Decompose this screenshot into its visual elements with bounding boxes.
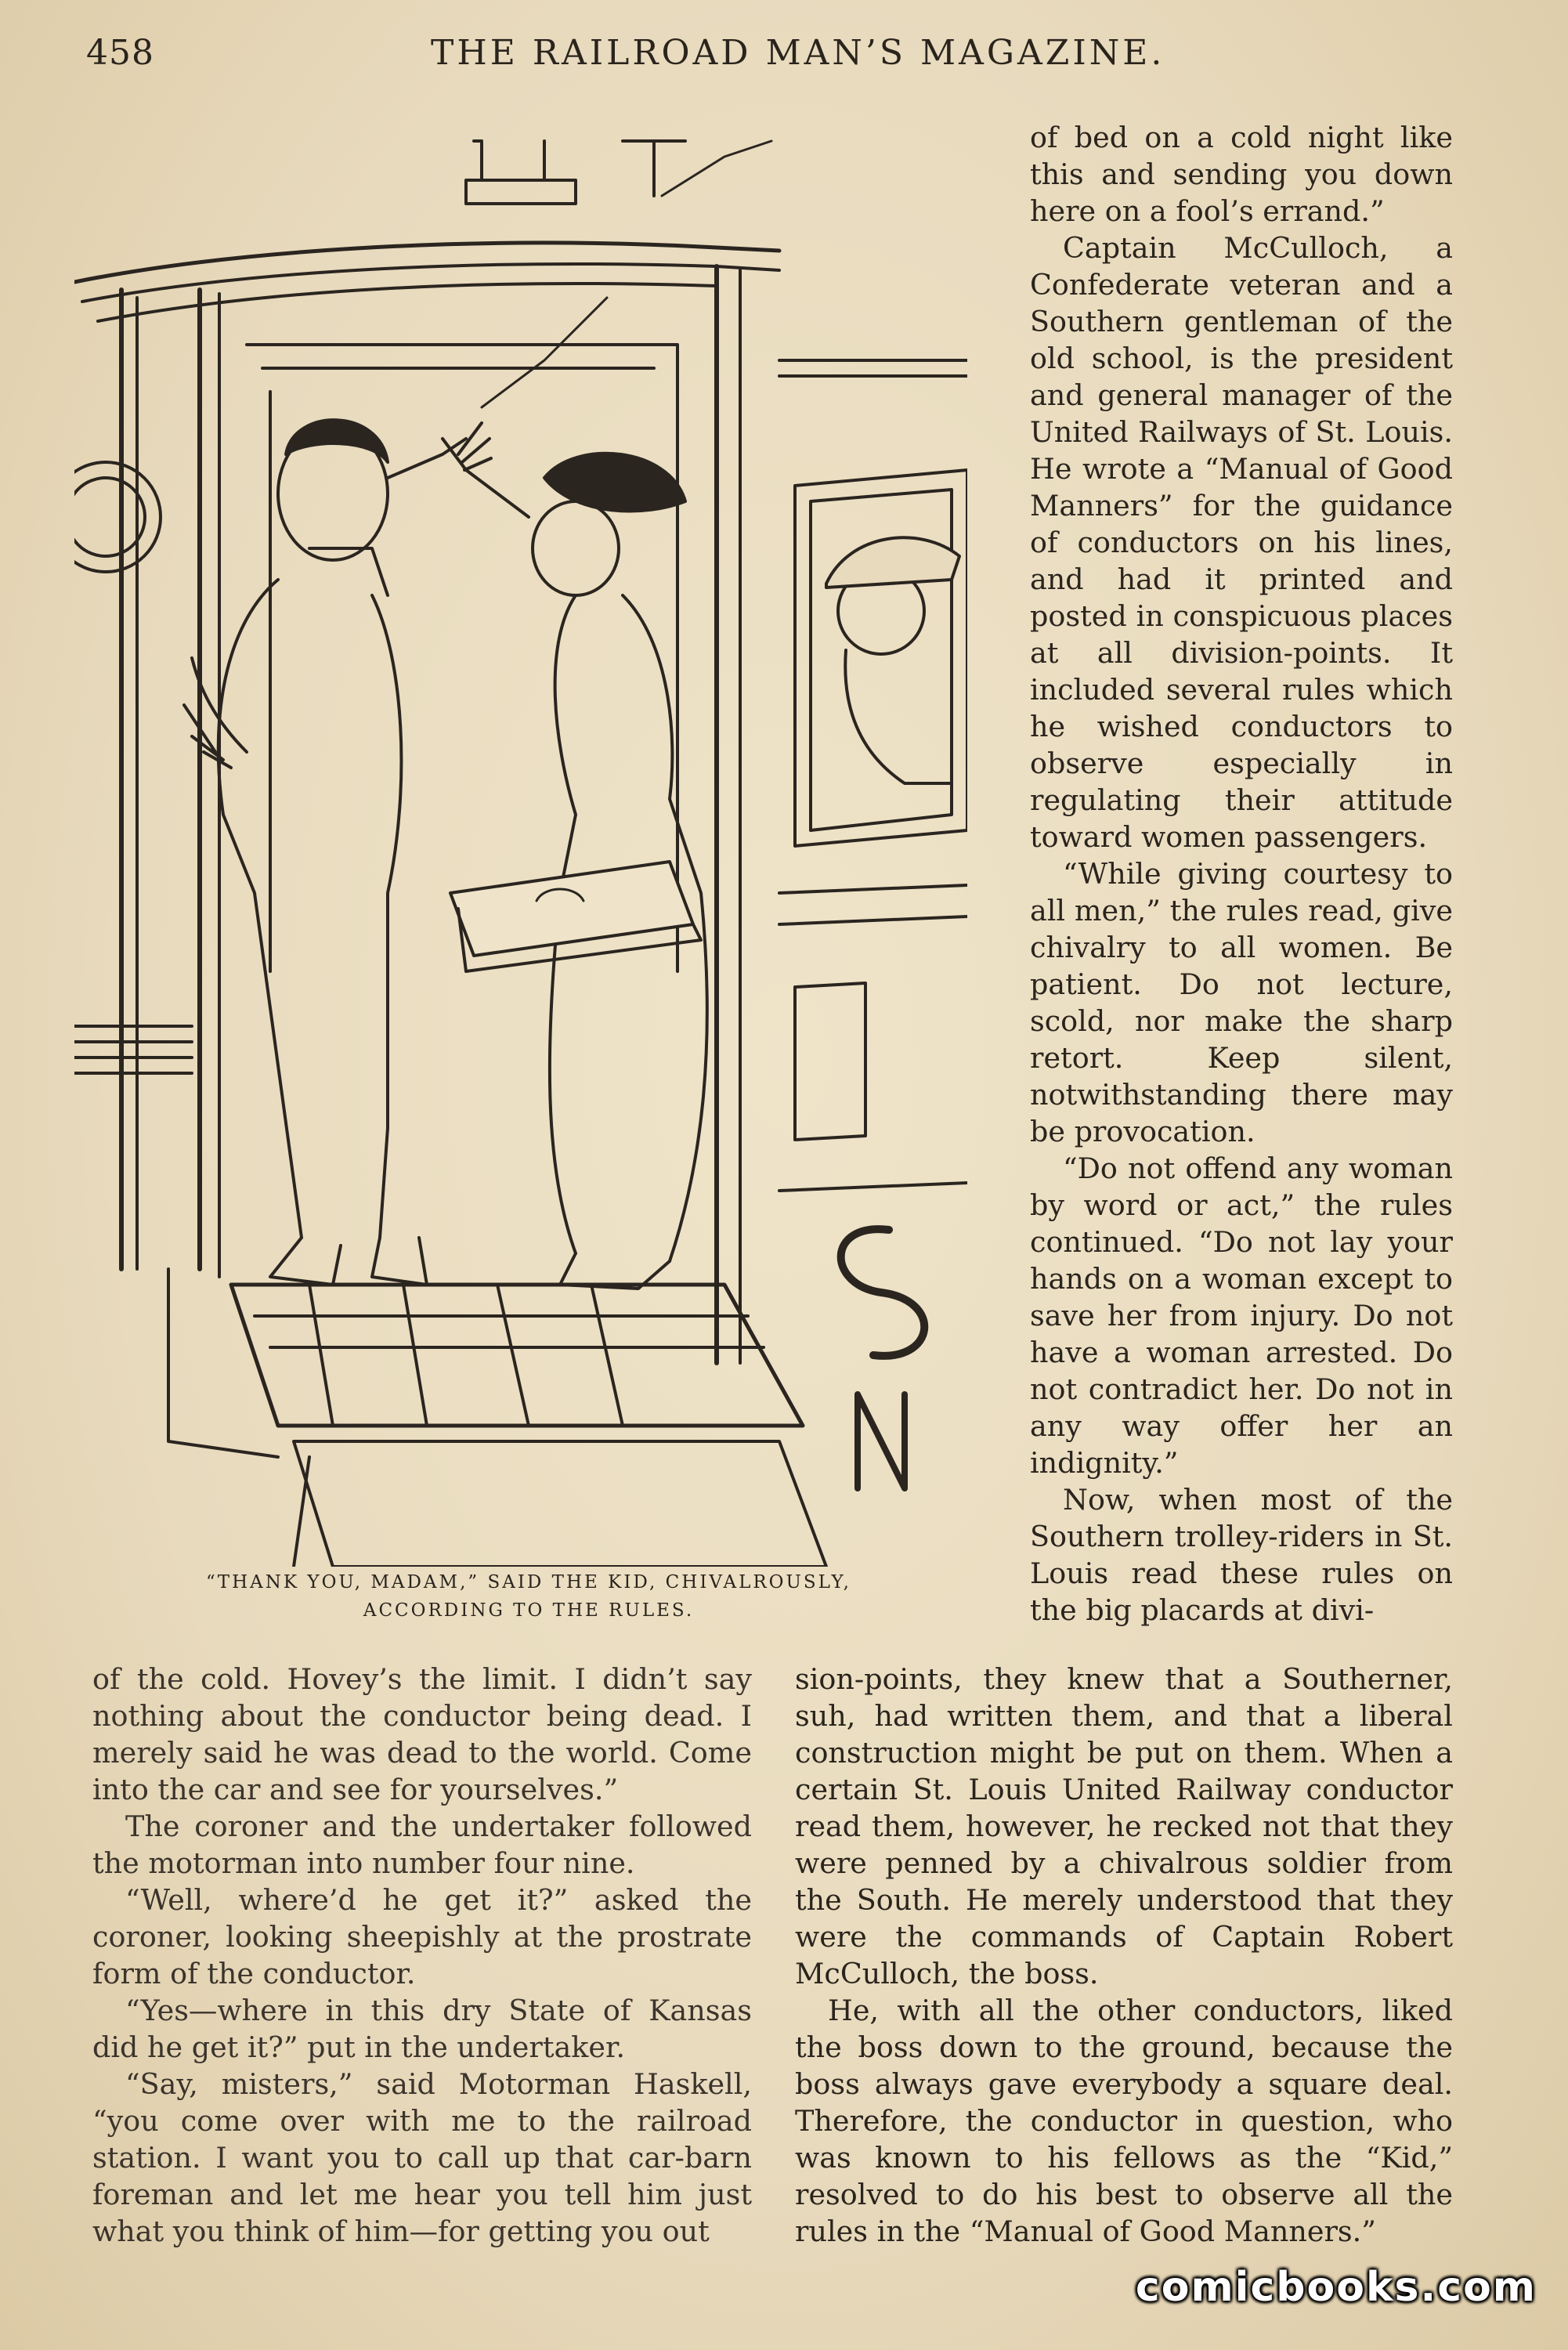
paragraph: Now, when most of the Southern trolley-riders in St. Louis read these rules on the big placards at divi- xyxy=(1030,1483,1453,1627)
paragraph: “Say, misters,” said Motorman Haskell, “you come over with me to the railroad station. I want you to call up that car-barn foreman and let me hear you tell him just what you think of him—for getting you out xyxy=(92,2067,752,2248)
paragraph: of the cold. Hovey’s the limit. I didn’t say nothing about the conductor being dead. I merely said he was dead to the world. Come into the car and see for yourselves.” xyxy=(92,1662,752,1806)
caption-line-1: “THANK YOU, MADAM,” SAID THE KID, CHIVALROUSLY, xyxy=(206,1572,851,1593)
page-number: 458 xyxy=(86,33,154,73)
paragraph: The coroner and the undertaker followed the motorman into number four nine. xyxy=(92,1810,752,1880)
paragraph: “While giving courtesy to all men,” the rules read, give chivalry to all women. Be patient. Do not lecture, scold, nor make the sharp retort. Keep silent, notwithstanding there may be provocation. xyxy=(1030,857,1453,1148)
paragraph: of bed on a cold night like this and sending you down here on a fool’s errand.” xyxy=(1030,121,1453,228)
running-title: THE RAILROAD MAN’S MAGAZINE. xyxy=(431,33,1165,73)
paragraph: “Do not offend any woman by word or act,” the rules continued. “Do not lay your hands on a woman except to save her from injury. Do not have a woman arrested. Do not contradict her. Do not in any way offer her an indignity.” xyxy=(1030,1152,1453,1480)
right-column-bottom xyxy=(795,1661,1453,2250)
site-watermark: comicbooks.com xyxy=(1135,2264,1537,2311)
paragraph: “Well, where’d he get it?” asked the coroner, looking sheepishly at the prostrate form of the conductor. xyxy=(92,1883,752,1990)
paragraph: “Yes—where in this dry State of Kansas did he get it?” put in the undertaker. xyxy=(92,1994,752,2064)
right-column-top xyxy=(1030,119,1453,1629)
caption-line-2: ACCORDING TO THE RULES. xyxy=(363,1600,695,1621)
streetcar-illustration xyxy=(74,110,967,1567)
paragraph: Captain McCulloch, a Confederate veteran and a Southern gentleman of the old school, is the president and general manager of the United Railways of St. Louis. He wrote a “Manual of Good Manners” for the guidance of conductors on his lines, and had it printed and posted in conspicuous places at all division-points. It included several rules which he wished conductors to observe especially in regulating their attitude toward women passengers. xyxy=(1030,231,1453,854)
paragraph: He, with all the other conductors, liked the boss down to the ground, because the boss always gave everybody a square deal. Therefore, the conductor in question, who was known to his fellows as the “Kid,” resolved to do his best to observe all the rules in the “Manual of Good Manners.” xyxy=(795,1994,1453,2248)
page-header xyxy=(86,33,1488,88)
illustration-caption xyxy=(157,1568,901,1625)
left-column-bottom xyxy=(92,1661,752,2250)
paragraph: sion-points, they knew that a Southerner, suh, had written them, and that a liberal construction might be put on them. When a certain St. Louis United Railway conductor read them, however, he recked not that they were penned by a chivalrous soldier from the South. He merely understood that they were the commands of Captain Robert McCulloch, the boss. xyxy=(795,1662,1453,1990)
